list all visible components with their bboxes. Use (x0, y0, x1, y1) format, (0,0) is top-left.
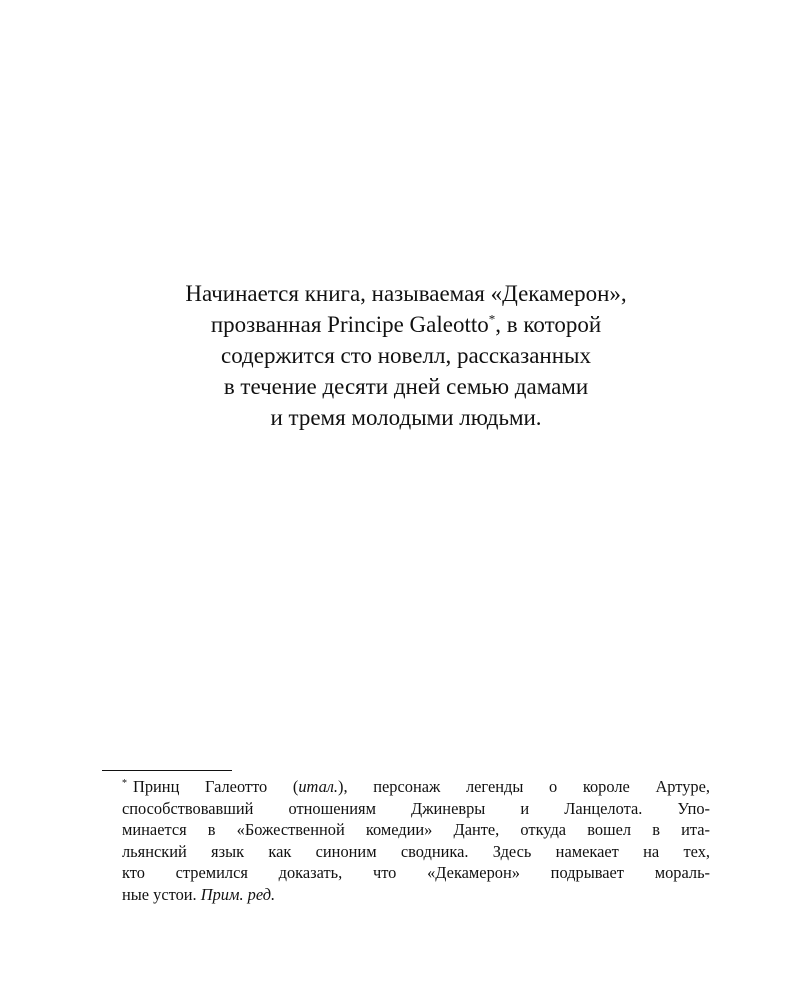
heading-line-2 (100, 309, 712, 340)
heading-line-1: Начинается книга, называемая «Декамерон», (185, 281, 627, 306)
heading-line-5: и тремя молодыми людьми. (270, 405, 542, 430)
editor-note: Прим. ред. (200, 884, 276, 904)
heading-line-3: содержится сто новелл, рассказанных (221, 343, 591, 368)
footnote-line-2: способствовавший отношениям Джиневры и Ланцелота. Упо- (122, 798, 710, 818)
footnote-line-6 (122, 884, 710, 906)
footnote-text: ), персонаж легенды о короле Артуре, (338, 777, 710, 796)
footnote-line-1 (122, 776, 710, 798)
heading-line-2-text: прозванная Principe Galeotto (210, 312, 489, 337)
footnote-divider (102, 770, 232, 771)
footnote-line-4: льянский язык как синоним сводника. Здесь намекает на тех, (122, 841, 710, 861)
footnote-text: ные устои. (122, 884, 201, 904)
heading-line-2-rest: , в которой (495, 312, 602, 337)
footnote-reference-mark: * (488, 311, 496, 327)
chapter-heading (100, 278, 712, 433)
footnote-marker: * (122, 777, 127, 789)
footnote-italic-abbrev: итал. (298, 777, 339, 796)
footnote-line-3: минается в «Божественной комедии» Данте, откуда вошел в ита- (122, 820, 710, 839)
footnote (122, 776, 710, 905)
footnote-line-5: кто стремился доказать, что «Декамерон» подрывает мораль- (122, 863, 710, 882)
heading-line-4: в течение десяти дней семью дамами (223, 374, 589, 399)
footnote-text: Принц Галеотто ( (133, 777, 299, 796)
